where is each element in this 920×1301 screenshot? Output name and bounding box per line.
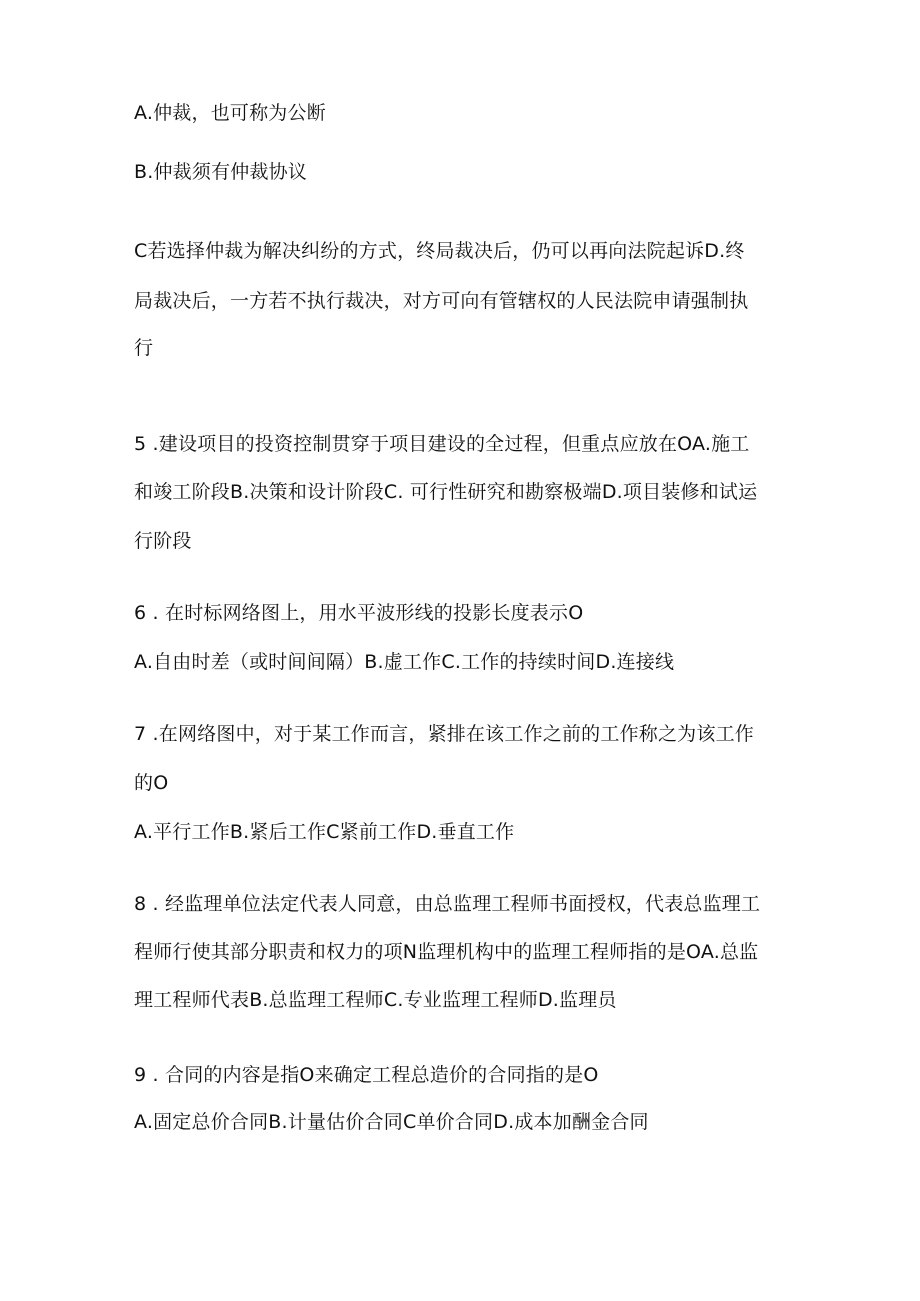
question-6-stem: 6 . 在时标网络图上，用水平波形线的投影长度表示O [134,602,584,624]
question-8-line-3: 理工程师代表B.总监理工程师C.专业监理工程师D.监理员 [134,989,617,1011]
question-5-line-1: 5 .建设项目的投资控制贯穿于项目建设的全过程，但重点应放在OA.施工 [134,433,750,455]
question-6-options: A.自由时差（或时间间隔）B.虚工作C.工作的持续时间D.连接线 [134,651,675,673]
question-8-line-1: 8 . 经监理单位法定代表人同意，由总监理工程师书面授权，代表总监理工 [134,893,761,915]
text-line-option-c: C若选择仲裁为解决纠纷的方式，终局裁决后，仍可以再向法院起诉D.终 [134,240,745,262]
question-7-options: A.平行工作B.紧后工作C紧前工作D.垂直工作 [134,821,515,843]
question-7-line-2: 的O [134,772,169,794]
question-5-line-3: 行阶段 [134,530,192,552]
question-7-line-1: 7 .在网络图中，对于某工作而言，紧排在该工作之前的工作称之为该工作 [134,723,754,745]
question-8-line-2: 程师行使其部分职责和权力的项N监理机构中的监理工程师指的是OA.总监 [134,941,759,963]
question-5-line-2: 和竣工阶段B.决策和设计阶段C. 可行性研究和勘察极端D.项目装修和试运 [134,481,758,503]
question-9-stem: 9 . 合同的内容是指O来确定工程总造价的合同指的是O [134,1064,599,1086]
text-line-option-a: A.仲裁，也可称为公断 [134,102,326,124]
question-9-options: A.固定总价合同B.计量估价合同C单价合同D.成本加酬金合同 [134,1111,649,1133]
text-line-option-d: 局裁决后，一方若不执行裁决，对方可向有管辖权的人民法院申请强制执 [134,290,749,312]
text-line-option-b: B.仲裁须有仲裁协议 [134,161,308,183]
text-line-option-d-cont: 行 [134,337,154,359]
